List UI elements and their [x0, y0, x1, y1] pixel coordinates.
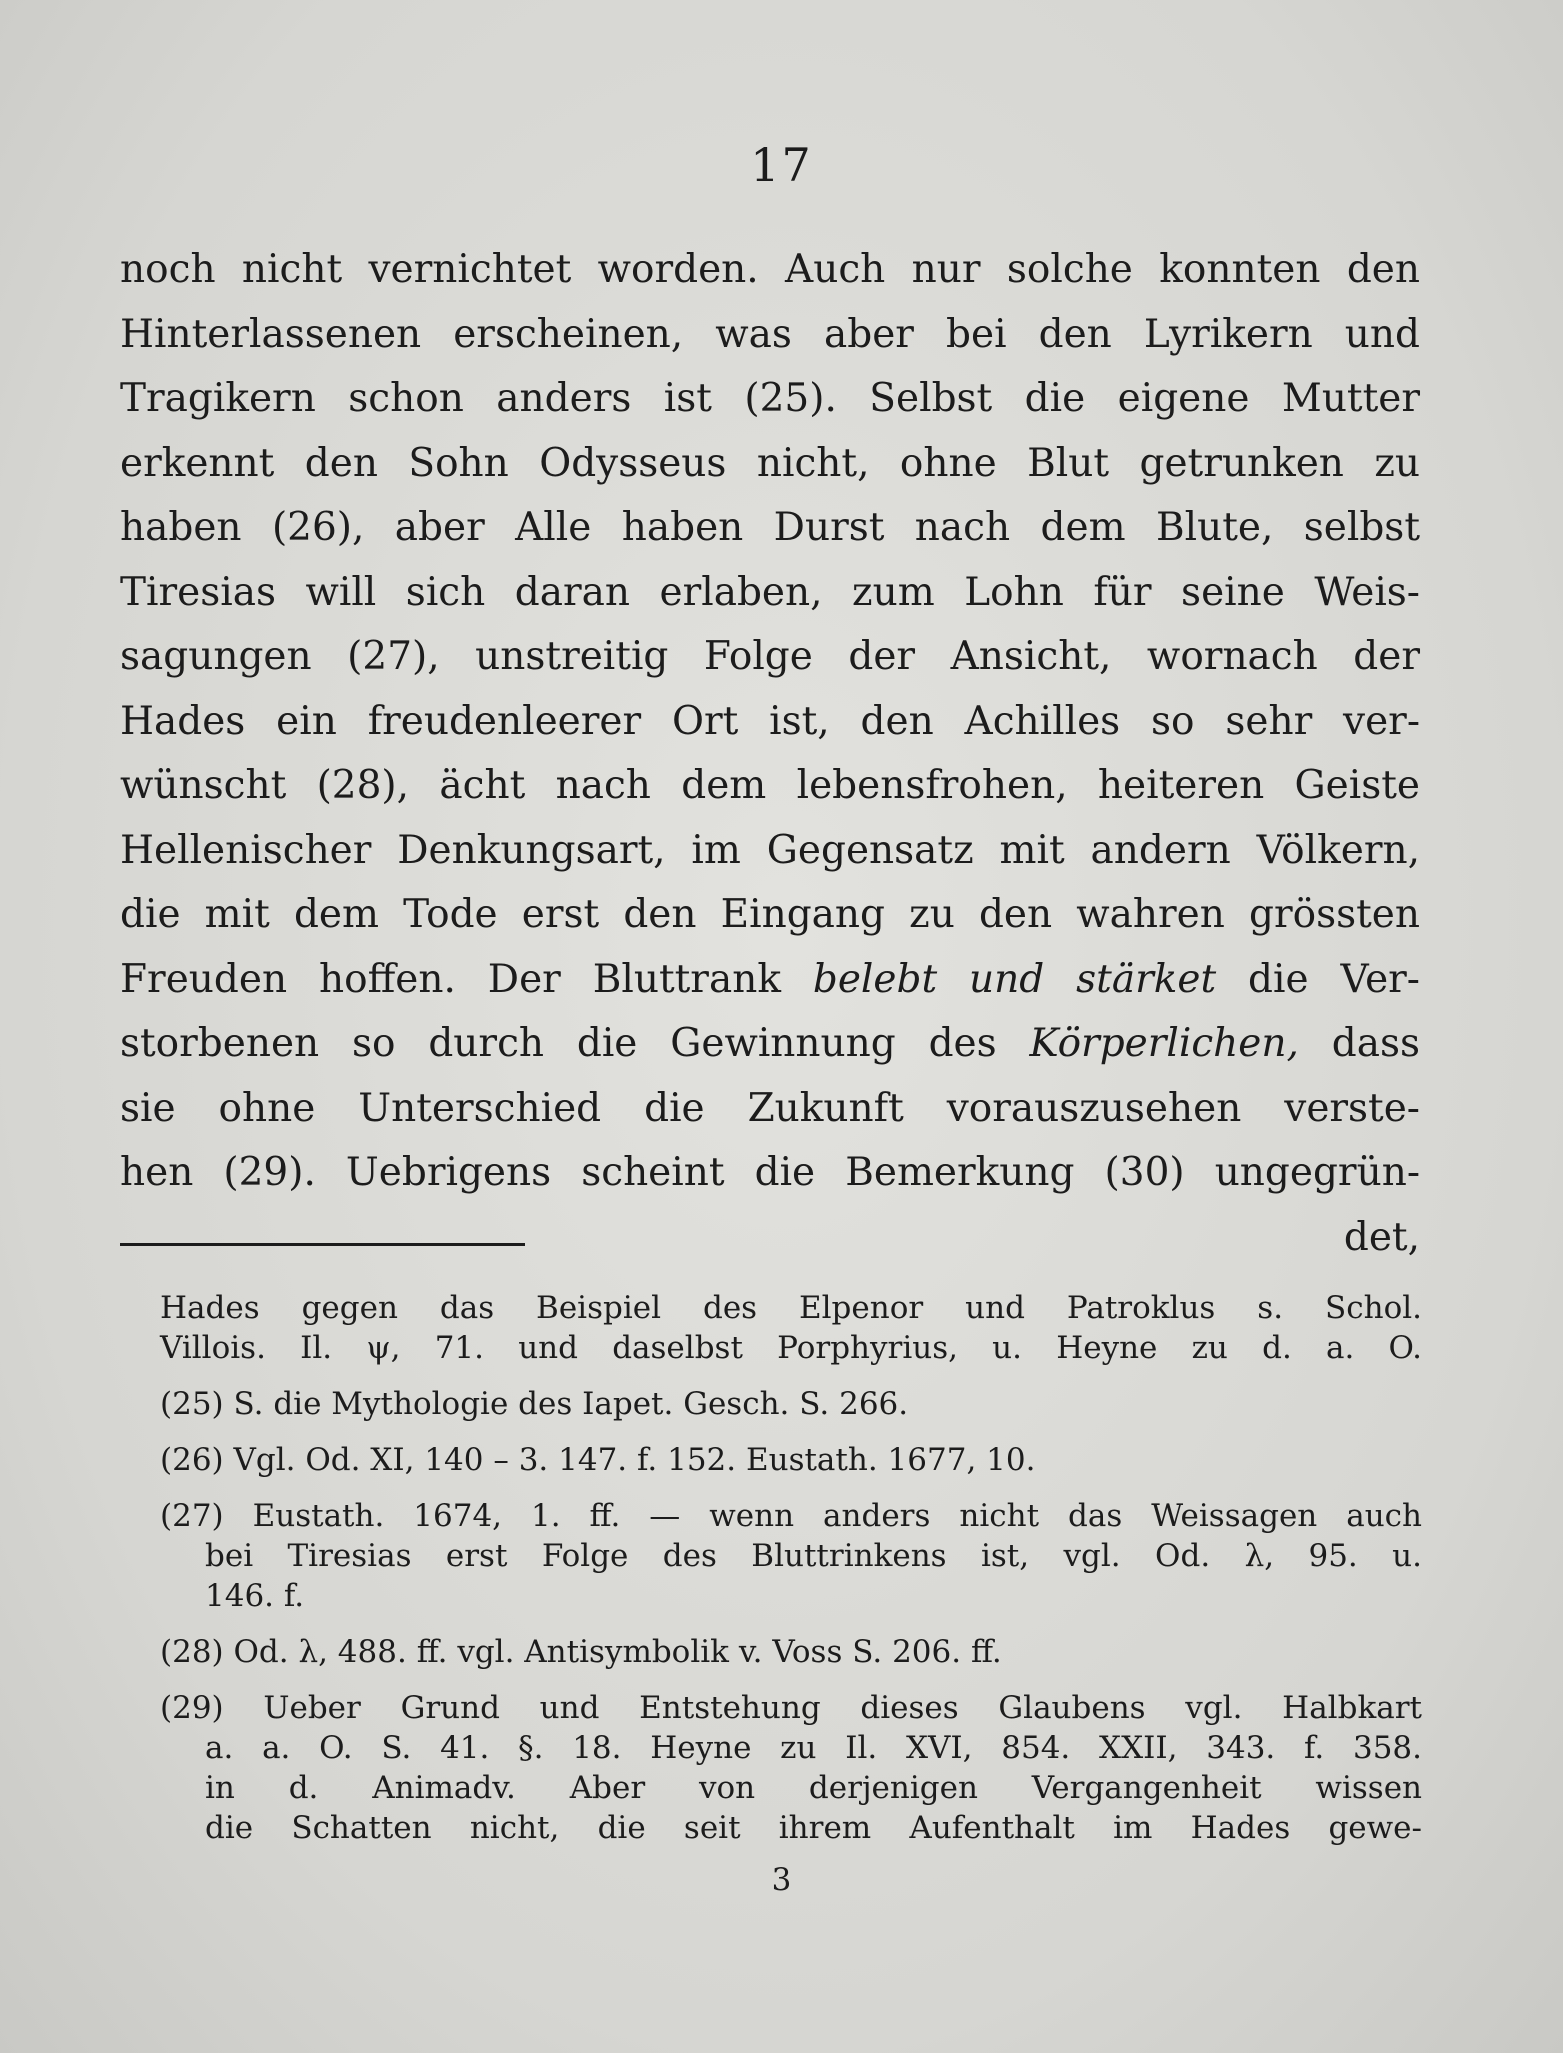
text-line: hen (29). Uebrigens scheint die Bemerkung (30) ungegrün-	[120, 1150, 1420, 1195]
signature-mark: 3	[771, 1862, 792, 1898]
text-line: erkennt den Sohn Odysseus nicht, ohne Blut getrunken zu	[120, 440, 1420, 486]
text-segment: die Ver-	[1216, 956, 1420, 1002]
catchword-line: det,	[1343, 1214, 1420, 1260]
italic-emphasis: Körperlichen,	[1029, 1021, 1299, 1066]
text-line: Hellenischer Denkungsart, im Gegensatz mit andern Völkern,	[120, 827, 1420, 873]
footnote-line: in d. Animadv. Aber von derjenigen Vergangenheit wissen	[205, 1770, 1422, 1806]
footnote-line: bei Tiresias erst Folge des Bluttrinkens ist, vgl. Od. λ, 95. u.	[205, 1538, 1422, 1574]
footnote-line: a. a. O. S. 41. §. 18. Heyne zu Il. XVI, 854. XXII, 343. f. 358.	[205, 1730, 1422, 1766]
footnotes	[160, 1288, 1422, 1848]
text-line: sie ohne Unterschied die Zukunft vorauszusehen verste-	[120, 1085, 1420, 1131]
footnote-line: Hades gegen das Beispiel des Elpenor und Patroklus s. Schol.	[160, 1290, 1422, 1326]
text-line: sagungen (27), unstreitig Folge der Ansicht, wornach der	[120, 634, 1420, 679]
footnote-27: (27) Eustath. 1674, 1. ff. — wenn anders nicht das Weissagen auch	[160, 1498, 1422, 1534]
footnote-25: (25) S. die Mythologie des Iapet. Gesch. S. 266.	[160, 1386, 909, 1422]
text-line: Hades ein freudenleerer Ort ist, den Achilles so sehr ver-	[120, 698, 1420, 744]
main-text	[120, 238, 1420, 1270]
footnote-line: Villois. Il. ψ, 71. und daselbst Porphyrius, u. Heyne zu d. a. O.	[160, 1330, 1422, 1366]
text-segment: storbenen so durch die Gewinnung des	[120, 1021, 997, 1066]
page-number: 17	[750, 138, 813, 192]
footnote-29: (29) Ueber Grund und Entstehung dieses Glaubens vgl. Halbkart	[160, 1690, 1422, 1726]
text-line: Tragikern schon anders ist (25). Selbst die eigene Mutter	[120, 376, 1420, 421]
text-line: die mit dem Tode erst den Eingang zu den wahren grössten	[120, 892, 1420, 937]
text-line: wünscht (28), ächt nach dem lebensfrohen, heiteren Geiste	[120, 763, 1420, 808]
text-line	[120, 1012, 1420, 1077]
text-segment: Freuden hoffen. Der Bluttrank	[120, 956, 781, 1002]
italic-emphasis: belebt und stärket	[812, 956, 1217, 1002]
text-segment: dass	[1298, 1021, 1420, 1066]
text-line: noch nicht vernichtet worden. Auch nur solche konnten den	[120, 247, 1420, 292]
footnote-separator	[120, 1243, 525, 1246]
text-line: Tiresias will sich daran erlaben, zum Lohn für seine Weis-	[120, 569, 1420, 615]
footnote-line: die Schatten nicht, die seit ihrem Aufenthalt im Hades gewe-	[205, 1810, 1422, 1846]
text-line: haben (26), aber Alle haben Durst nach dem Blute, selbst	[120, 505, 1420, 550]
footnote-line: 146. f.	[205, 1578, 305, 1614]
footnote-26: (26) Vgl. Od. XI, 140 – 3. 147. f. 152. Eustath. 1677, 10.	[160, 1442, 1036, 1478]
text-line	[120, 948, 1420, 1013]
footnote-28: (28) Od. λ, 488. ff. vgl. Antisymbolik v. Voss S. 206. ff.	[160, 1634, 1002, 1670]
text-line: Hinterlassenen erscheinen, was aber bei den Lyrikern und	[120, 311, 1420, 357]
